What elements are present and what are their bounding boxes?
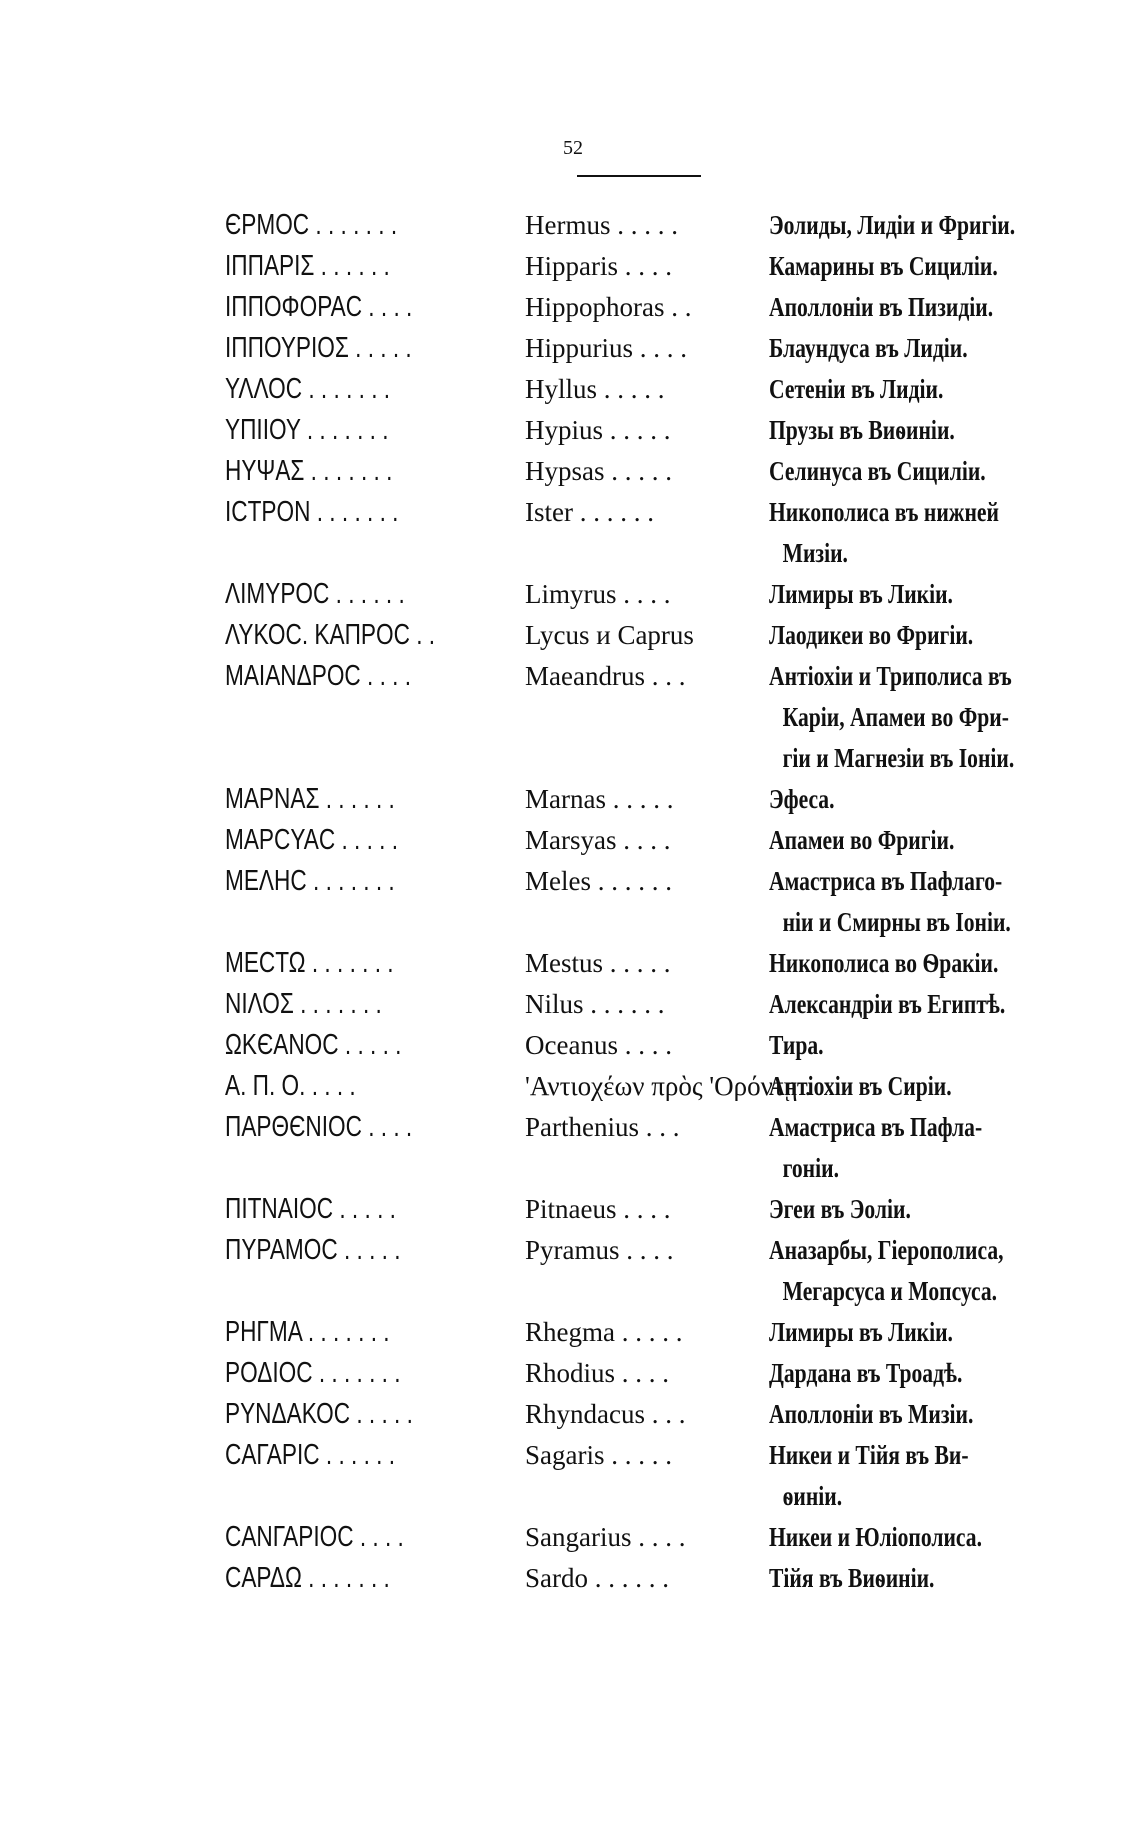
latin-name: Sardo . . . . . . (525, 1563, 669, 1593)
russian-description-line: ніи и Смирны въ Іоніи. (782, 907, 1011, 937)
russian-description-line: гіи и Магнезіи въ Іоніи. (782, 743, 1015, 773)
russian-description (769, 861, 1057, 943)
table-row (225, 205, 1055, 246)
table-row (225, 1025, 1055, 1066)
table-row (225, 984, 1055, 1025)
latin-name: Lycus и Caprus (525, 620, 694, 650)
greek-name: ΜΑΙΑΝΔΡΟC . . . . (225, 660, 412, 692)
russian-description-line: Сетеніи въ Лидіи. (769, 374, 944, 404)
russian-description-line: Прузы въ Виѳиніи. (769, 415, 955, 445)
russian-description-line: Мегарсуса и Мопсуса. (782, 1276, 998, 1306)
russian-description-line: Аполлоніи въ Мизіи. (769, 1399, 974, 1429)
latin-name: Rhyndacus . . . (525, 1399, 686, 1429)
greek-name: CΑΝΓΑΡΙΟC . . . . (225, 1521, 404, 1553)
russian-description-line: Амастриса въ Пафла- (769, 1112, 983, 1142)
table-row (225, 820, 1055, 861)
page-number: 52 (563, 137, 583, 159)
russian-description (769, 328, 1057, 369)
greek-name: ΗΥΨΑΣ . . . . . . . (225, 455, 393, 487)
latin-name: Parthenius . . . (525, 1112, 680, 1142)
greek-name: ΥΛΛΟC . . . . . . . (225, 373, 391, 405)
russian-description-line: Аполлоніи въ Пизидіи. (769, 292, 994, 322)
russian-description-line: Дардана въ Троадѣ. (769, 1358, 963, 1388)
russian-description (769, 451, 1057, 492)
greek-name: ΠΑΡΘЄΝΙΟC . . . . (225, 1111, 413, 1143)
russian-description-line: Никополиса во Ѳракіи. (769, 948, 999, 978)
greek-name: ΙCΤΡΟΝ . . . . . . . (225, 496, 399, 528)
latin-name: Marsyas . . . . (525, 825, 671, 855)
latin-name: Ister . . . . . . (525, 497, 654, 527)
table-row (225, 328, 1055, 369)
greek-name: ΜΑΡCΥΑC . . . . . (225, 824, 399, 856)
greek-name: ΙΠΠΑΡΙΣ . . . . . . (225, 250, 390, 282)
russian-description-line: Селинуса въ Сициліи. (769, 456, 986, 486)
greek-name: ΝΙΛΟΣ . . . . . . . (225, 988, 382, 1020)
table-row (225, 861, 1055, 943)
latin-name: 'Αντιοχέων πρὸς 'Ορόντῃ . (525, 1071, 812, 1101)
table-row (225, 1517, 1055, 1558)
russian-description (769, 205, 1057, 246)
greek-name: ΛΙΜΥΡΟC . . . . . . (225, 578, 405, 610)
greek-name: ΩΚЄΑΝΟC . . . . . (225, 1029, 402, 1061)
russian-description (769, 1435, 1057, 1517)
table-row (225, 369, 1055, 410)
russian-description (769, 1230, 1057, 1312)
table-row (225, 574, 1055, 615)
latin-name: Sagaris . . . . . (525, 1440, 672, 1470)
russian-description-line: Блаундуса въ Лидіи. (769, 333, 968, 363)
russian-description-line: Мизіи. (782, 538, 848, 568)
table-row (225, 492, 1055, 574)
russian-description (769, 984, 1057, 1025)
latin-name: Nilus . . . . . . (525, 989, 665, 1019)
russian-description (769, 1558, 1057, 1599)
russian-description-line: Никополиса въ нижней (769, 497, 999, 527)
latin-name: Sangarius . . . . (525, 1522, 686, 1552)
russian-description-line: Антіохіи и Триполиса въ (769, 661, 1012, 691)
table-row (225, 1189, 1055, 1230)
greek-name: ΡΗΓΜΑ . . . . . . . (225, 1316, 390, 1348)
latin-name: Hipparis . . . . (525, 251, 672, 281)
latin-name: Pyramus . . . . (525, 1235, 674, 1265)
russian-description-line: Тира. (769, 1030, 824, 1060)
greek-name: ΙΠΠΟΥΡΙΟΣ . . . . . (225, 332, 412, 364)
russian-description-line: гоніи. (782, 1153, 839, 1183)
latin-name: Meles . . . . . . (525, 866, 672, 896)
latin-name: Hypius . . . . . (525, 415, 671, 445)
russian-description-line: Амастриса въ Пафлаго- (769, 866, 1003, 896)
latin-name: Maeandrus . . . (525, 661, 686, 691)
table-row (225, 1394, 1055, 1435)
russian-description (769, 1066, 1057, 1107)
greek-name: ΡΥΝΔΑΚΟC . . . . . (225, 1398, 413, 1430)
russian-description (769, 1312, 1057, 1353)
table-row (225, 943, 1055, 984)
russian-description-line: Александріи въ Египтѣ. (769, 989, 1006, 1019)
russian-description-line: ѳиніи. (782, 1481, 843, 1511)
table-row (225, 1107, 1055, 1189)
table-row (225, 615, 1055, 656)
greek-name: ΠΙΤΝΑΙΟC . . . . . (225, 1193, 396, 1225)
russian-description (769, 943, 1057, 984)
page-number-rule (577, 175, 701, 177)
river-table (225, 205, 1055, 1599)
greek-name: ΠΥΡΑΜΟC . . . . . (225, 1234, 401, 1266)
russian-description (769, 287, 1057, 328)
russian-description-line: Аназарбы, Гіерополиса, (769, 1235, 1004, 1265)
latin-name: Rhegma . . . . . (525, 1317, 683, 1347)
greek-name: ΜΑΡΝΑΣ . . . . . . (225, 783, 395, 815)
greek-name: ΡΟΔΙΟC . . . . . . . (225, 1357, 401, 1389)
russian-description-line: Камарины въ Сициліи. (769, 251, 998, 281)
table-row (225, 656, 1055, 779)
table-row (225, 1353, 1055, 1394)
greek-name: ΙΠΠΟΦΟΡΑC . . . . (225, 291, 413, 323)
latin-name: Hyllus . . . . . (525, 374, 665, 404)
table-row (225, 410, 1055, 451)
table-row (225, 1435, 1055, 1517)
latin-name: Marnas . . . . . (525, 784, 674, 814)
table-row (225, 1558, 1055, 1599)
russian-description (769, 574, 1057, 615)
russian-description-line: Лаодикеи во Фригіи. (769, 620, 974, 650)
russian-description (769, 656, 1057, 779)
russian-description (769, 1025, 1057, 1066)
latin-name: Oceanus . . . . (525, 1030, 672, 1060)
russian-description (769, 1353, 1057, 1394)
russian-description (769, 615, 1057, 656)
table-row (225, 779, 1055, 820)
russian-description-line: Эгеи въ Эоліи. (769, 1194, 911, 1224)
greek-name: Α. Π. Ο. . . . . (225, 1070, 356, 1102)
greek-name: CΑΡΔΩ . . . . . . . (225, 1562, 390, 1594)
russian-description (769, 246, 1057, 287)
table-row (225, 287, 1055, 328)
latin-name: Hippurius . . . . (525, 333, 687, 363)
russian-description-line: Никеи и Тійя въ Ви- (769, 1440, 969, 1470)
russian-description-line: Апамеи во Фригіи. (769, 825, 955, 855)
russian-description-line: Эфеса. (769, 784, 835, 814)
table-row (225, 451, 1055, 492)
table-row (225, 1066, 1055, 1107)
table-row (225, 246, 1055, 287)
russian-description-line: Тійя въ Виѳиніи. (769, 1563, 935, 1593)
latin-name: Pitnaeus . . . . (525, 1194, 671, 1224)
russian-description (769, 369, 1057, 410)
latin-name: Hermus . . . . . (525, 210, 678, 240)
russian-description (769, 779, 1057, 820)
latin-name: Hypsas . . . . . (525, 456, 672, 486)
latin-name: Limyrus . . . . (525, 579, 671, 609)
russian-description-line: Эолиды, Лидіи и Фригіи. (769, 210, 1016, 240)
russian-description-line: Каріи, Апамеи во Фри- (782, 702, 1009, 732)
latin-name: Rhodius . . . . (525, 1358, 670, 1388)
russian-description (769, 1189, 1057, 1230)
greek-name: ΥΠΙΙΟΥ . . . . . . . (225, 414, 389, 446)
russian-description-line: Лимиры въ Ликіи. (769, 1317, 953, 1347)
russian-description (769, 1394, 1057, 1435)
russian-description-line: Никеи и Юліополиса. (769, 1522, 982, 1552)
greek-name: ΜΕCΤΩ . . . . . . . (225, 947, 394, 979)
greek-name: ΛΥΚΟC. ΚΑΠΡΟC . . (225, 619, 436, 651)
table-row (225, 1312, 1055, 1353)
russian-description (769, 410, 1057, 451)
greek-name: ΜΕΛΗC . . . . . . . (225, 865, 395, 897)
greek-name: ЄΡΜΟC . . . . . . . (225, 209, 398, 241)
greek-name: CΑΓΑΡΙC . . . . . . (225, 1439, 396, 1471)
russian-description (769, 492, 1057, 574)
russian-description (769, 820, 1057, 861)
russian-description-line: Лимиры въ Ликіи. (769, 579, 953, 609)
russian-description (769, 1517, 1057, 1558)
russian-description (769, 1107, 1057, 1189)
latin-name: Hippophoras . . (525, 292, 692, 322)
latin-name: Mestus . . . . . (525, 948, 671, 978)
table-row (225, 1230, 1055, 1312)
russian-description-line: Антіохіи въ Сиріи. (769, 1071, 952, 1101)
